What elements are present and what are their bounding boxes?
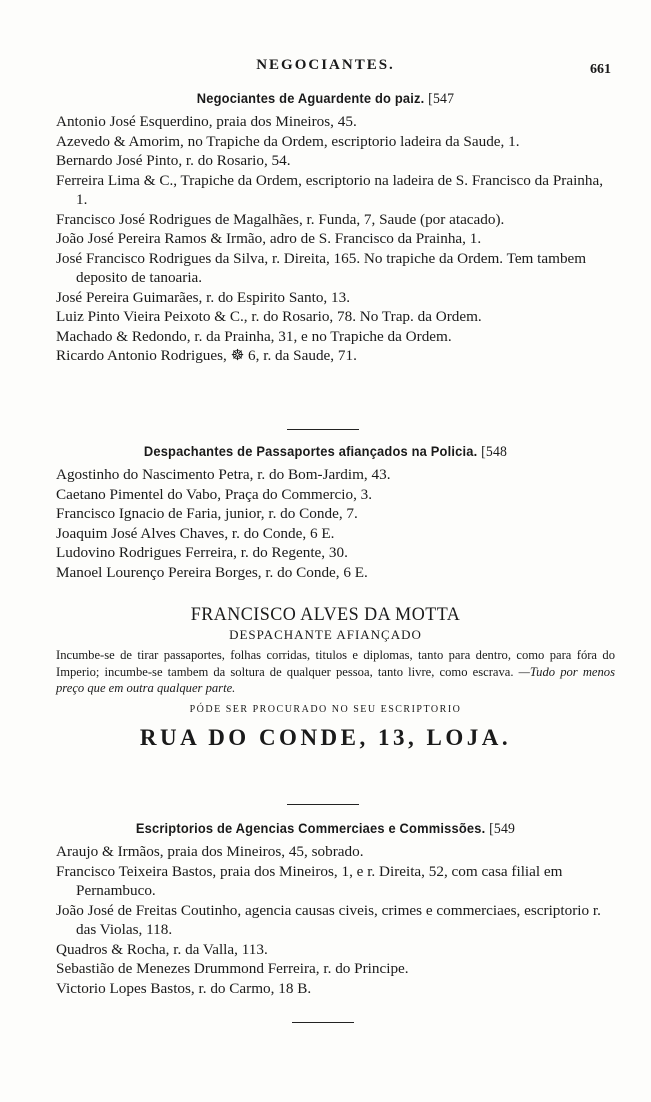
list-item: Antonio José Esquerdino, praia dos Mineiros, 45. (56, 113, 357, 130)
list-item: Francisco Ignacio de Faria, junior, r. do Conde, 7. (56, 505, 358, 522)
list-item: Azevedo & Amorim, no Trapiche da Ordem, escriptorio ladeira da Saude, 1. (56, 132, 520, 150)
section-title-text: Despachantes de Passaportes afiançados na Policia. (143, 443, 478, 459)
list-item: Luiz Pinto Vieira Peixoto & C., r. do Rosario, 78. No Trap. da Ordem. (56, 308, 482, 325)
list-item: Agostinho do Nascimento Petra, r. do Bom-Jardim, 43. (56, 466, 391, 483)
list-item: Caetano Pimentel do Vabo, Praça do Commercio, 3. (56, 485, 373, 503)
section-title (26, 90, 625, 108)
advert-body (0, 647, 651, 697)
list-item: Joaquim José Alves Chaves, r. do Conde, 6 E. (56, 524, 335, 542)
list-item: José Pereira Guimarães, r. do Espirito Santo, 13. (56, 288, 350, 306)
advert-body-text: Incumbe-se de tirar passaportes, folhas corridas, titulos e diplomas, tanto para dentro, como para fóra do Imperio; incumbe-se tambem da soltura de qualquer pessoa, tanto livre, como escrava. (56, 648, 615, 679)
list-item: Araujo & Irmãos, praia dos Mineiros, 45, sobrado. (56, 843, 364, 860)
advert-address: RUA DO CONDE, 13, LOJA. (139, 724, 512, 750)
section-number: [548 (481, 444, 508, 460)
divider-rule (287, 804, 359, 805)
entry-list (0, 465, 651, 582)
list-item: Victorio Lopes Bastos, r. do Carmo, 18 B. (56, 979, 312, 997)
divider-rule (287, 429, 359, 430)
advert-body-italic: —Tudo por menos preço que em outra qualquer parte. (56, 664, 616, 695)
list-item: Francisco Teixeira Bastos, praia dos Mineiros, 1, e r. Direita, 52, com casa filial em Pernambuco. (56, 862, 563, 899)
entry-list (0, 842, 651, 998)
advertisement (0, 604, 651, 751)
advert-where: PÓDE SER PROCURADO NO SEU ESCRIPTORIO (189, 703, 462, 715)
section-number: [547 (428, 91, 455, 107)
entry-list (0, 112, 651, 366)
list-item: Francisco José Rodrigues de Magalhães, r. Funda, 7, Saude (por atacado). (56, 210, 505, 228)
advert-role: DESPACHANTE AFIANÇADO (229, 627, 422, 642)
list-item: João José Pereira Ramos & Irmão, adro de S. Francisco da Prainha, 1. (56, 230, 482, 247)
section-title-text: Escriptorios de Agencias Commerciaes e Commissões. (135, 820, 486, 836)
list-item: Sebastião de Menezes Drummond Ferreira, r. do Principe. (56, 960, 409, 977)
list-item: Manoel Lourenço Pereira Borges, r. do Conde, 6 E. (56, 563, 368, 581)
section-agencias (0, 820, 651, 998)
list-item: João José de Freitas Coutinho, agencia causas civeis, crimes e commerciaes, escriptorio r. das Violas, 118. (56, 901, 601, 938)
running-head: NEGOCIANTES. (256, 57, 395, 73)
section-title (26, 820, 625, 838)
list-item: Ricardo Antonio Rodrigues, ☸ 6, r. da Saude, 71. (56, 347, 357, 364)
list-item: Ferreira Lima & C., Trapiche da Ordem, escriptorio na ladeira de S. Francisco da Prainha, 1. (56, 171, 604, 208)
section-despachantes (0, 443, 651, 582)
section-title-text: Negociantes de Aguardente do paiz. (196, 90, 425, 106)
section-title (26, 443, 625, 461)
list-item: Quadros & Rocha, r. da Valla, 113. (56, 940, 268, 958)
divider-rule (292, 1022, 354, 1023)
advert-name: FRANCISCO ALVES DA MOTTA (190, 604, 461, 625)
page-number: 661 (590, 62, 611, 77)
list-item: Machado & Redondo, r. da Prainha, 31, e no Trapiche da Ordem. (56, 327, 452, 345)
section-aguardente (0, 90, 651, 366)
section-number: [549 (489, 821, 516, 837)
list-item: Ludovino Rodrigues Ferreira, r. do Regente, 30. (56, 544, 348, 561)
list-item: Bernardo José Pinto, r. do Rosario, 54. (56, 152, 291, 169)
list-item: José Francisco Rodrigues da Silva, r. Direita, 165. No trapiche da Ordem. Tem tambem deposito de tanoaria. (56, 249, 587, 286)
